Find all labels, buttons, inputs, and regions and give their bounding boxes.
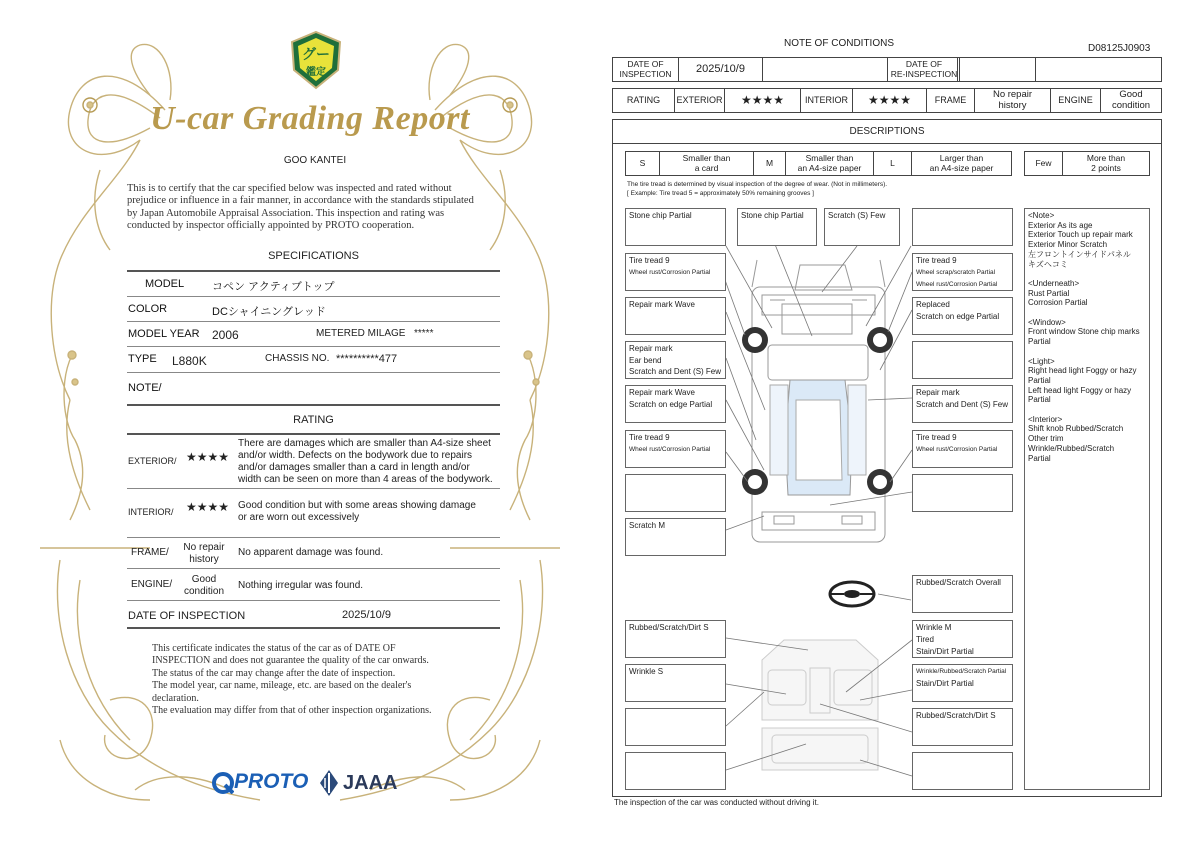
interior-desc-line: or are worn out excessively	[238, 512, 360, 523]
metered-milage-value: *****	[414, 328, 434, 339]
color-label: COLOR	[128, 303, 168, 315]
exterior-desc-line: There are damages which are smaller than A4-size sheet	[238, 438, 491, 449]
cell-line: a card	[694, 162, 719, 173]
callout-line: Scratch M	[629, 521, 666, 530]
legend-m	[754, 152, 786, 175]
descriptions-heading: DESCRIPTIONS	[849, 126, 925, 137]
date-of-inspection-value: 2025/10/9	[342, 609, 391, 621]
note-line: Shift knob Rubbed/Scratch	[1028, 424, 1124, 434]
size-legend	[625, 151, 1012, 176]
footer-line: The status of the car may change after the date of inspection.	[152, 667, 396, 679]
divider	[127, 321, 500, 322]
legend-l-text	[912, 152, 1011, 175]
engine-label: ENGINE	[1058, 94, 1093, 105]
callout-box	[625, 518, 726, 556]
frame-value-line: No repair	[183, 542, 225, 553]
callout-box	[912, 620, 1013, 658]
note-line: Partial	[1028, 375, 1051, 385]
model-year-value: 2006	[212, 328, 239, 342]
cell-line: INSPECTION	[619, 68, 672, 79]
note-line: Partial	[1028, 453, 1051, 463]
callout-box	[625, 385, 726, 423]
callout-line: Wheel rust/Corrosion Partial	[629, 269, 711, 276]
engine-label: ENGINE/	[131, 579, 173, 590]
note-line: Wrinkle/Rubbed/Scratch	[1028, 443, 1115, 453]
callout-line: Stain/Dirt Partial	[916, 679, 974, 688]
note-line: <Light>	[1028, 356, 1055, 366]
engine-value	[176, 574, 232, 598]
legend-s-text	[660, 152, 754, 175]
specifications-heading: SPECIFICATIONS	[268, 250, 359, 262]
callout-line: Replaced	[916, 300, 950, 309]
note-line: Partial	[1028, 337, 1051, 347]
badge-text-2: 鑑定	[306, 67, 326, 78]
legend-s-code: S	[639, 157, 646, 168]
interior-label-cell	[801, 89, 853, 112]
callout-box	[912, 253, 1013, 291]
engine-label-cell	[1051, 89, 1101, 112]
note-line: 左フロントインサイドパネル	[1028, 249, 1131, 259]
callout-box	[625, 752, 726, 790]
frame-label: FRAME/	[131, 547, 169, 558]
callout-line: Scratch on edge Partial	[629, 400, 713, 409]
callout-line: Repair mark	[629, 344, 673, 353]
note-line	[1028, 269, 1146, 279]
callout-line: Wheel scrap/scratch Partial	[916, 269, 996, 276]
cell-line: Smaller than	[682, 153, 731, 164]
callout-box	[912, 297, 1013, 335]
callout-box	[625, 208, 726, 246]
date-value: 2025/10/9	[696, 63, 745, 76]
proto-logo-text: PROTO	[234, 770, 309, 793]
callout-box	[737, 208, 817, 246]
divider	[127, 568, 500, 569]
note-line	[1028, 405, 1146, 415]
callout-line: Repair mark Wave	[629, 388, 695, 397]
callout-box	[625, 253, 726, 291]
divider	[127, 433, 500, 435]
type-value: L880K	[172, 354, 207, 368]
callout-box	[625, 620, 726, 658]
rating-row	[612, 88, 1162, 113]
legend-l	[874, 152, 912, 175]
exterior-description	[238, 438, 493, 486]
proto-mark-icon	[212, 772, 234, 794]
badge-text-1: グー	[302, 46, 330, 62]
callout-box	[912, 385, 1013, 423]
notes-panel	[1024, 208, 1150, 790]
divider	[127, 404, 500, 406]
frame-value-cell	[975, 89, 1051, 112]
callout-line: Stain/Dirt Partial	[916, 647, 974, 656]
callout-line: Wheel rust/Corrosion Partial	[916, 446, 998, 453]
divider	[127, 270, 500, 272]
note-line: Corrosion Partial	[1028, 298, 1088, 308]
engine-value-cell	[1101, 89, 1161, 112]
interior-stars: ★★★★	[186, 500, 230, 514]
goo-kantei-badge	[288, 30, 344, 90]
divider	[127, 296, 500, 297]
cell-line: Larger than	[939, 153, 984, 164]
model-value: コペン アクティブトップ	[212, 281, 335, 293]
jaaa-mark-icon	[318, 770, 340, 796]
engine-value-line: condition	[183, 586, 225, 597]
note-line: Exterior Minor Scratch	[1028, 240, 1108, 250]
cell-line: an A4-size paper	[929, 162, 994, 173]
footer-line: This certificate indicates the status of the car as of DATE OF	[152, 643, 396, 654]
callout-line: Ear bend	[629, 355, 662, 365]
callout-line: Tire tread 9	[916, 433, 957, 442]
document-id: D08125J0903	[1088, 43, 1151, 54]
steering-wheel-icon	[830, 582, 874, 606]
callout-box	[625, 430, 726, 468]
callout-box	[912, 752, 1013, 790]
callout-line: Scratch on edge Partial	[916, 312, 1000, 321]
note-line: <Interior>	[1028, 414, 1063, 424]
certify-line: prejudice or influence in a fair manner, in accordance with the standards stipulated	[127, 195, 474, 207]
callout-box	[912, 474, 1013, 512]
note-line	[1028, 347, 1146, 357]
callout-box	[912, 208, 1013, 246]
interior-label: INTERIOR	[804, 94, 848, 105]
chassis-value: **********477	[336, 353, 398, 365]
cell-line: Good	[1119, 89, 1143, 101]
legend-few-text	[1063, 152, 1149, 175]
note-line: Exterior Touch up repair mark	[1028, 230, 1133, 240]
certify-line: This is to certify that the car specified below was inspected and rated without	[127, 183, 452, 194]
callout-box	[824, 208, 900, 246]
callout-line: Wheel rust/Corrosion Partial	[629, 446, 711, 453]
model-label: MODEL	[145, 278, 185, 290]
callout-box	[625, 341, 726, 379]
inspection-footnote: The inspection of the car was conducted without driving it.	[614, 798, 819, 807]
cell-line: 2 points	[1091, 162, 1121, 173]
cell-line: No repair	[992, 89, 1033, 101]
rating-label-cell	[613, 89, 675, 112]
cell-line: history	[998, 99, 1027, 111]
engine-description: Nothing irregular was found.	[238, 580, 364, 591]
interior-stars-cell	[853, 89, 927, 112]
note-line: Right head light Foggy or hazy	[1028, 366, 1137, 376]
engine-value-line: Good	[191, 574, 217, 585]
tire-note	[627, 180, 887, 198]
callout-line: Stone chip Partial	[629, 211, 692, 220]
chassis-label: CHASSIS NO.	[265, 353, 330, 364]
callout-line: Rubbed/Scratch/Dirt S	[629, 623, 709, 632]
cell-line: RE-INSPECTION	[890, 68, 958, 79]
interior-label: INTERIOR/	[128, 507, 174, 517]
certificate-footer	[152, 643, 432, 717]
note-label: NOTE/	[128, 382, 162, 394]
exterior-label-cell	[675, 89, 725, 112]
callout-line: Rubbed/Scratch Overall	[916, 578, 1001, 587]
note-line: キズヘコミ	[1028, 259, 1068, 269]
cell-line: DATE OF	[627, 59, 664, 70]
callout-line: Scratch and Dent (S) Few	[629, 367, 722, 376]
exterior-desc-line: and/or width. Defects on the bodywork due to repairs	[238, 450, 473, 461]
callout-line: Tire tread 9	[629, 256, 670, 265]
cell-line: an A4-size paper	[797, 162, 862, 173]
note-line: Exterior As its age	[1028, 220, 1093, 230]
exterior-label: EXTERIOR/	[128, 456, 177, 466]
callout-line: Stone chip Partial	[741, 211, 804, 220]
divider	[127, 537, 500, 538]
frame-label: FRAME	[934, 94, 967, 105]
note-line: Rust Partial	[1028, 288, 1070, 298]
cell-line: DATE OF	[905, 59, 943, 70]
metered-milage-label: METERED MILAGE	[316, 328, 406, 339]
callout-line: Wheel rust/Corrosion Partial	[916, 281, 998, 288]
type-label: TYPE	[128, 353, 157, 365]
note-line	[1028, 308, 1146, 318]
divider	[127, 627, 500, 629]
legend-l-code: L	[890, 157, 895, 168]
cell-line: More than	[1086, 153, 1126, 164]
empty-cell	[960, 58, 1036, 81]
empty-cell	[763, 58, 888, 81]
note-line: <Underneath>	[1028, 278, 1080, 288]
callout-line: Tired	[916, 635, 934, 644]
legend-few-code: Few	[1035, 157, 1052, 168]
callout-box	[625, 474, 726, 512]
note-line: Other trim	[1028, 434, 1064, 444]
callout-line: Tire tread 9	[629, 433, 670, 442]
exterior-label: EXTERIOR	[676, 94, 723, 105]
exterior-stars-cell	[725, 89, 801, 112]
frame-description: No apparent damage was found.	[238, 547, 384, 558]
rating-label: RATING	[626, 94, 661, 105]
footer-line: The model year, car name, mileage, etc. are based on the dealer's	[152, 680, 412, 692]
note-line: Left head light Foggy or hazy	[1028, 385, 1132, 395]
cell-line: condition	[1111, 99, 1151, 111]
certification-text	[127, 183, 474, 233]
exterior-stars: ★★★★	[740, 92, 785, 107]
callout-box	[912, 341, 1013, 379]
rating-heading: RATING	[293, 414, 334, 426]
legend-m-code: M	[765, 157, 774, 168]
date-row	[612, 57, 1162, 82]
few-legend	[1024, 151, 1150, 176]
callout-line: Wrinkle/Rubbed/Scratch Partial	[916, 668, 1007, 675]
report-title: U-car Grading Report	[150, 100, 470, 137]
exterior-desc-line: width can be seen on more than 4 areas of the bodywork.	[238, 474, 493, 485]
model-year-label: MODEL YEAR	[128, 328, 200, 340]
cell-line: Smaller than	[805, 153, 854, 164]
note-line: <Note>	[1028, 211, 1055, 220]
callout-line: Scratch and Dent (S) Few	[916, 400, 1009, 409]
callout-line: Scratch (S) Few	[828, 211, 886, 220]
callout-line: Tire tread 9	[916, 256, 957, 265]
legend-m-text	[786, 152, 874, 175]
certify-line: conducted by inspector officially appointed by PROTO cooperation.	[127, 220, 415, 232]
note-line: Front window Stone chip marks	[1028, 327, 1140, 337]
divider	[127, 346, 500, 347]
callout-line: Wrinkle M	[916, 623, 952, 632]
notes-list	[1028, 211, 1146, 463]
callout-box	[912, 575, 1013, 613]
report-subtitle: GOO KANTEI	[283, 155, 347, 166]
callout-line: Wrinkle S	[629, 667, 664, 676]
interior-description	[238, 500, 476, 524]
note-of-conditions-heading: NOTE OF CONDITIONS	[784, 38, 894, 49]
frame-value	[176, 542, 232, 566]
divider	[127, 488, 500, 489]
legend-s	[626, 152, 660, 175]
callout-box	[912, 430, 1013, 468]
footer-line: INSPECTION and does not guarantee the quality of the car onwards.	[152, 655, 429, 667]
callout-box	[625, 297, 726, 335]
jaaa-logo-text: JAAA	[343, 772, 398, 794]
callout-box	[625, 708, 726, 746]
divider	[127, 372, 500, 373]
frame-value-line: history	[189, 554, 219, 565]
interior-stars: ★★★★	[867, 92, 912, 107]
callout-box	[912, 664, 1013, 702]
frame-label-cell	[927, 89, 975, 112]
date-value-cell	[679, 58, 763, 81]
date-of-inspection-label: DATE OF INSPECTION	[128, 610, 246, 622]
callout-line: Repair mark	[916, 388, 960, 397]
tire-note-line: The tire tread is determined by visual inspection of the degree of wear. (Not in millimeters).	[627, 181, 888, 188]
certify-line: by Japan Automobile Appraisal Association. This inspection and rating was	[127, 207, 445, 219]
exterior-stars: ★★★★	[186, 450, 230, 464]
color-value: DCシャイニングレッド	[212, 306, 326, 318]
note-line: <Window>	[1028, 317, 1066, 327]
date-of-inspection-cell	[613, 58, 679, 81]
callout-box	[625, 664, 726, 702]
footer-line: declaration.	[152, 692, 199, 704]
re-inspection-label-cell	[889, 58, 960, 81]
callout-line: Repair mark Wave	[629, 300, 695, 309]
interior-desc-line: Good condition but with some areas showing damage	[238, 500, 476, 511]
callout-box	[912, 708, 1013, 746]
legend-few	[1025, 152, 1063, 175]
tire-note-line: [ Example: Tire tread 5 = approximately 50% remaining grooves ]	[627, 190, 814, 197]
callout-line: Rubbed/Scratch/Dirt S	[916, 711, 996, 720]
footer-line: The evaluation may differ from that of other inspection organizations.	[152, 705, 432, 717]
divider	[127, 600, 500, 601]
exterior-desc-line: and/or damages smaller than a card in length and/or	[238, 462, 470, 473]
note-line: Partial	[1028, 395, 1051, 405]
